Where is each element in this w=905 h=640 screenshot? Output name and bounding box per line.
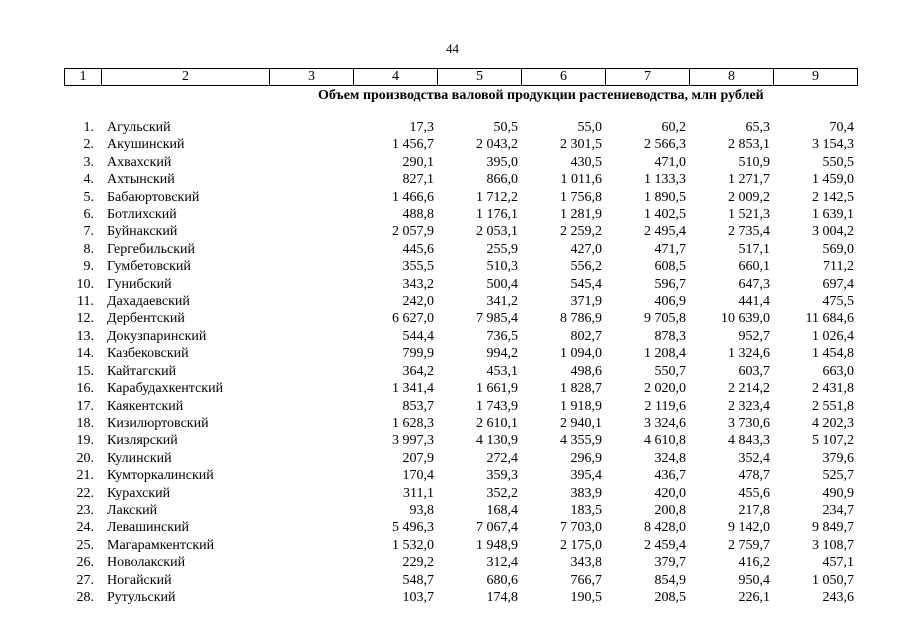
value-cell: 9 142,0 (728, 520, 770, 536)
empty-cell (269, 467, 353, 484)
value-cell: 4 202,3 (812, 415, 854, 431)
row-number: 3. (83, 154, 94, 170)
value-cell: 7 067,4 (476, 520, 518, 536)
value-cell: 229,2 (402, 555, 434, 571)
district-name: Дербентский (107, 311, 185, 327)
value-cell: 1 532,0 (392, 537, 434, 553)
value-cell: 60,2 (661, 120, 686, 135)
column-header-row (64, 68, 858, 86)
value-cell: 200,8 (654, 502, 686, 518)
row-number: 22. (76, 485, 94, 501)
value-cell: 569,0 (822, 241, 854, 257)
value-cell: 242,0 (402, 294, 434, 310)
district-name: Казбековский (107, 346, 189, 362)
table-row (64, 328, 857, 345)
value-cell: 2 551,8 (812, 398, 854, 414)
value-cell: 2 940,1 (560, 415, 602, 431)
empty-cell (269, 554, 353, 571)
value-cell: 453,1 (486, 363, 518, 379)
value-cell: 174,8 (486, 589, 518, 605)
value-cell: 1 918,9 (560, 398, 602, 414)
value-cell: 2 459,4 (644, 537, 686, 553)
value-cell: 854,9 (654, 572, 686, 588)
value-cell: 603,7 (738, 363, 770, 379)
column-header: 5 (438, 69, 522, 86)
value-cell: 853,7 (402, 398, 434, 414)
value-cell: 475,5 (822, 294, 854, 310)
empty-cell (269, 519, 353, 536)
value-cell: 680,6 (486, 572, 518, 588)
value-cell: 457,1 (822, 555, 854, 571)
empty-cell (269, 258, 353, 275)
row-number: 5. (83, 189, 94, 205)
table-row (64, 572, 857, 589)
value-cell: 17,3 (409, 120, 434, 135)
value-cell: 697,4 (822, 276, 854, 292)
table-row (64, 502, 857, 519)
district-name: Кумторкалинский (107, 468, 214, 484)
table-row (64, 258, 857, 275)
district-name: Новолакский (107, 555, 186, 571)
value-cell: 371,9 (570, 294, 602, 310)
value-cell: 272,4 (486, 450, 518, 466)
value-cell: 498,6 (570, 363, 602, 379)
row-number: 20. (76, 450, 94, 466)
value-cell: 2 053,1 (476, 224, 518, 240)
value-cell: 170,4 (402, 468, 434, 484)
table-row (64, 136, 857, 153)
value-cell: 2 214,2 (728, 381, 770, 397)
value-cell: 1 324,6 (728, 346, 770, 362)
value-cell: 2 020,0 (644, 381, 686, 397)
empty-cell (269, 310, 353, 327)
value-cell: 226,1 (738, 589, 770, 605)
value-cell: 427,0 (570, 241, 602, 257)
value-cell: 1 628,3 (392, 415, 434, 431)
district-name: Акушинский (107, 137, 185, 153)
table-row (64, 310, 857, 327)
value-cell: 234,7 (822, 502, 854, 518)
value-cell: 1 948,9 (476, 537, 518, 553)
value-cell: 436,7 (654, 468, 686, 484)
district-name: Агульский (107, 120, 171, 135)
value-cell: 8 786,9 (560, 311, 602, 327)
value-cell: 2 566,3 (644, 137, 686, 153)
row-number: 10. (76, 276, 94, 292)
value-cell: 183,5 (570, 502, 602, 518)
value-cell: 827,1 (402, 172, 434, 188)
section-title: Объем производства валовой продукции растениеводства, млн рублей (318, 88, 764, 103)
value-cell: 1 743,9 (476, 398, 518, 414)
district-name: Буйнакский (107, 224, 178, 240)
value-cell: 556,2 (570, 259, 602, 275)
district-name: Кизлярский (107, 433, 178, 449)
value-cell: 3 997,3 (392, 433, 434, 449)
value-cell: 994,2 (486, 346, 518, 362)
value-cell: 352,2 (486, 485, 518, 501)
value-cell: 2 057,9 (392, 224, 434, 240)
value-cell: 9 849,7 (812, 520, 854, 536)
value-cell: 383,9 (570, 485, 602, 501)
value-cell: 1 828,7 (560, 381, 602, 397)
empty-cell (269, 189, 353, 206)
value-cell: 471,7 (654, 241, 686, 257)
district-name: Дахадаевский (107, 294, 190, 310)
row-number: 26. (76, 555, 94, 571)
table-row (64, 485, 857, 502)
value-cell: 550,7 (654, 363, 686, 379)
row-number: 2. (83, 137, 94, 153)
value-cell: 445,6 (402, 241, 434, 257)
value-cell: 1 271,7 (728, 172, 770, 188)
value-cell: 2 495,4 (644, 224, 686, 240)
value-cell: 441,4 (738, 294, 770, 310)
row-number: 15. (76, 363, 94, 379)
district-name: Гергебильский (107, 241, 195, 257)
value-cell: 395,0 (486, 154, 518, 170)
row-number: 25. (76, 537, 94, 553)
row-number: 6. (83, 207, 94, 223)
table-row (64, 293, 857, 310)
table-row (64, 189, 857, 206)
value-cell: 1 521,3 (728, 207, 770, 223)
value-cell: 2 043,2 (476, 137, 518, 153)
value-cell: 352,4 (738, 450, 770, 466)
value-cell: 2 175,0 (560, 537, 602, 553)
table-row (64, 223, 857, 240)
row-number: 16. (76, 381, 94, 397)
value-cell: 4 130,9 (476, 433, 518, 449)
value-cell: 190,5 (570, 589, 602, 605)
value-cell: 711,2 (823, 259, 854, 275)
value-cell: 2 431,8 (812, 381, 854, 397)
empty-cell (269, 415, 353, 432)
district-name: Каякентский (107, 398, 184, 414)
value-cell: 93,8 (409, 502, 434, 518)
row-number: 1. (83, 120, 94, 135)
column-header: 6 (522, 69, 606, 86)
district-name: Лакский (107, 502, 158, 518)
value-cell: 500,4 (486, 276, 518, 292)
district-name: Ногайский (107, 572, 172, 588)
column-header: 4 (354, 69, 438, 86)
value-cell: 1 026,4 (812, 328, 854, 344)
value-cell: 5 107,2 (812, 433, 854, 449)
value-cell: 4 355,9 (560, 433, 602, 449)
value-cell: 416,2 (738, 555, 770, 571)
value-cell: 5 496,3 (392, 520, 434, 536)
value-cell: 2 735,4 (728, 224, 770, 240)
district-name: Рутульский (107, 589, 176, 605)
page-number: 44 (446, 41, 459, 56)
row-number: 12. (76, 311, 94, 327)
value-cell: 290,1 (402, 154, 434, 170)
district-name: Бабаюртовский (107, 189, 200, 205)
empty-cell (269, 485, 353, 502)
column-header: 3 (270, 69, 354, 86)
row-number: 7. (83, 224, 94, 240)
empty-cell (269, 206, 353, 223)
row-number: 17. (76, 398, 94, 414)
value-cell: 217,8 (738, 502, 770, 518)
row-number: 11. (77, 294, 94, 310)
value-cell: 355,5 (402, 259, 434, 275)
value-cell: 2 610,1 (476, 415, 518, 431)
value-cell: 455,6 (738, 485, 770, 501)
value-cell: 544,4 (402, 328, 434, 344)
value-cell: 103,7 (402, 589, 434, 605)
value-cell: 1 011,6 (560, 172, 602, 188)
value-cell: 663,0 (822, 363, 854, 379)
table-body (64, 119, 857, 606)
table-row (64, 467, 857, 484)
value-cell: 2 119,6 (644, 398, 686, 414)
value-cell: 2 323,4 (728, 398, 770, 414)
row-number: 27. (76, 572, 94, 588)
value-cell: 488,8 (402, 207, 434, 223)
value-cell: 525,7 (822, 468, 854, 484)
value-cell: 1 712,2 (476, 189, 518, 205)
table-row (64, 241, 857, 258)
value-cell: 2 853,1 (728, 137, 770, 153)
value-cell: 736,5 (486, 328, 518, 344)
value-cell: 3 154,3 (812, 137, 854, 153)
row-number: 19. (76, 433, 94, 449)
value-cell: 7 985,4 (476, 311, 518, 327)
value-cell: 799,9 (402, 346, 434, 362)
value-cell: 50,5 (493, 120, 518, 135)
value-cell: 2 759,7 (728, 537, 770, 553)
row-number: 4. (83, 172, 94, 188)
empty-cell (269, 345, 353, 362)
table-row (64, 450, 857, 467)
table-row (64, 415, 857, 432)
table-row (64, 554, 857, 571)
district-name: Курахский (107, 485, 171, 501)
empty-cell (269, 293, 353, 310)
empty-cell (269, 589, 353, 606)
value-cell: 2 301,5 (560, 137, 602, 153)
table-row (64, 519, 857, 536)
value-cell: 510,3 (486, 259, 518, 275)
value-cell: 1 454,8 (812, 346, 854, 362)
empty-cell (269, 380, 353, 397)
value-cell: 406,9 (654, 294, 686, 310)
value-cell: 1 133,3 (644, 172, 686, 188)
table-row (64, 345, 857, 362)
value-cell: 647,3 (738, 276, 770, 292)
value-cell: 9 705,8 (644, 311, 686, 327)
value-cell: 545,4 (570, 276, 602, 292)
table-row (64, 589, 857, 606)
district-name: Кулинский (107, 450, 172, 466)
value-cell: 1 459,0 (812, 172, 854, 188)
value-cell: 1 208,4 (644, 346, 686, 362)
column-header: 1 (65, 69, 102, 86)
district-name: Гумбетовский (107, 259, 191, 275)
value-cell: 324,8 (654, 450, 686, 466)
data-table (64, 119, 857, 606)
row-number: 14. (76, 346, 94, 362)
value-cell: 243,6 (822, 589, 854, 605)
value-cell: 550,5 (822, 154, 854, 170)
empty-cell (269, 432, 353, 449)
value-cell: 379,7 (654, 555, 686, 571)
column-header: 8 (690, 69, 774, 86)
value-cell: 3 004,2 (812, 224, 854, 240)
table-row (64, 380, 857, 397)
empty-cell (269, 328, 353, 345)
value-cell: 510,9 (738, 154, 770, 170)
value-cell: 395,4 (570, 468, 602, 484)
value-cell: 2 009,2 (728, 189, 770, 205)
empty-cell (269, 537, 353, 554)
value-cell: 950,4 (738, 572, 770, 588)
value-cell: 878,3 (654, 328, 686, 344)
table-row (64, 537, 857, 554)
value-cell: 3 730,6 (728, 415, 770, 431)
value-cell: 952,7 (738, 328, 770, 344)
value-cell: 6 627,0 (392, 311, 434, 327)
row-number: 18. (76, 415, 94, 431)
empty-cell (269, 223, 353, 240)
value-cell: 379,6 (822, 450, 854, 466)
value-cell: 1 456,7 (392, 137, 434, 153)
value-cell: 608,5 (654, 259, 686, 275)
value-cell: 1 281,9 (560, 207, 602, 223)
value-cell: 1 176,1 (476, 207, 518, 223)
value-cell: 1 890,5 (644, 189, 686, 205)
empty-cell (269, 241, 353, 258)
district-name: Кизилюртовский (107, 415, 209, 431)
value-cell: 1 094,0 (560, 346, 602, 362)
empty-cell (269, 276, 353, 293)
value-cell: 343,2 (402, 276, 434, 292)
column-header: 9 (774, 69, 858, 86)
empty-cell (269, 450, 353, 467)
value-cell: 4 610,8 (644, 433, 686, 449)
table-row (64, 171, 857, 188)
row-number: 9. (83, 259, 94, 275)
value-cell: 168,4 (486, 502, 518, 518)
value-cell: 1 639,1 (812, 207, 854, 223)
value-cell: 1 341,4 (392, 381, 434, 397)
value-cell: 1 756,8 (560, 189, 602, 205)
value-cell: 802,7 (570, 328, 602, 344)
value-cell: 866,0 (486, 172, 518, 188)
empty-cell (269, 171, 353, 188)
value-cell: 596,7 (654, 276, 686, 292)
value-cell: 207,9 (402, 450, 434, 466)
row-number: 28. (76, 589, 94, 605)
district-name: Гунибский (107, 276, 172, 292)
empty-cell (269, 398, 353, 415)
value-cell: 471,0 (654, 154, 686, 170)
row-number: 8. (83, 241, 94, 257)
table-row (64, 276, 857, 293)
value-cell: 255,9 (486, 241, 518, 257)
district-name: Ахтынский (107, 172, 175, 188)
value-cell: 1 466,6 (392, 189, 434, 205)
district-name: Ахвахский (107, 154, 172, 170)
table-row (64, 154, 857, 171)
district-name: Карабудахкентский (107, 381, 224, 397)
value-cell: 65,3 (745, 120, 770, 135)
value-cell: 208,5 (654, 589, 686, 605)
value-cell: 312,4 (486, 555, 518, 571)
value-cell: 364,2 (402, 363, 434, 379)
value-cell: 341,2 (486, 294, 518, 310)
table-row (64, 432, 857, 449)
table-row (64, 206, 857, 223)
empty-cell (269, 119, 353, 136)
value-cell: 11 684,6 (805, 311, 854, 327)
value-cell: 2 142,5 (812, 189, 854, 205)
column-header: 2 (102, 69, 270, 86)
value-cell: 1 402,5 (644, 207, 686, 223)
value-cell: 3 108,7 (812, 537, 854, 553)
value-cell: 359,3 (486, 468, 518, 484)
value-cell: 7 703,0 (560, 520, 602, 536)
row-number: 23. (76, 502, 94, 518)
value-cell: 660,1 (738, 259, 770, 275)
value-cell: 1 050,7 (812, 572, 854, 588)
column-header: 7 (606, 69, 690, 86)
value-cell: 55,0 (577, 120, 602, 135)
value-cell: 490,9 (822, 485, 854, 501)
value-cell: 311,1 (403, 485, 434, 501)
empty-cell (269, 136, 353, 153)
district-name: Магарамкентский (107, 537, 215, 553)
table-row (64, 398, 857, 415)
value-cell: 430,5 (570, 154, 602, 170)
value-cell: 4 843,3 (728, 433, 770, 449)
district-name: Докузпаринский (107, 328, 207, 344)
value-cell: 517,1 (738, 241, 770, 257)
empty-cell (269, 363, 353, 380)
row-number: 24. (76, 520, 94, 536)
value-cell: 766,7 (570, 572, 602, 588)
value-cell: 70,4 (829, 120, 854, 135)
value-cell: 548,7 (402, 572, 434, 588)
empty-cell (269, 502, 353, 519)
row-number: 13. (76, 328, 94, 344)
empty-cell (269, 154, 353, 171)
value-cell: 343,8 (570, 555, 602, 571)
value-cell: 2 259,2 (560, 224, 602, 240)
value-cell: 296,9 (570, 450, 602, 466)
value-cell: 10 639,0 (721, 311, 770, 327)
table-row (64, 363, 857, 380)
district-name: Левашинский (107, 520, 190, 536)
value-cell: 1 661,9 (476, 381, 518, 397)
district-name: Ботлихский (107, 207, 177, 223)
district-name: Кайтагский (107, 363, 177, 379)
table-row (64, 119, 857, 136)
empty-cell (269, 572, 353, 589)
row-number: 21. (76, 468, 94, 484)
value-cell: 478,7 (738, 468, 770, 484)
value-cell: 8 428,0 (644, 520, 686, 536)
value-cell: 420,0 (654, 485, 686, 501)
value-cell: 3 324,6 (644, 415, 686, 431)
